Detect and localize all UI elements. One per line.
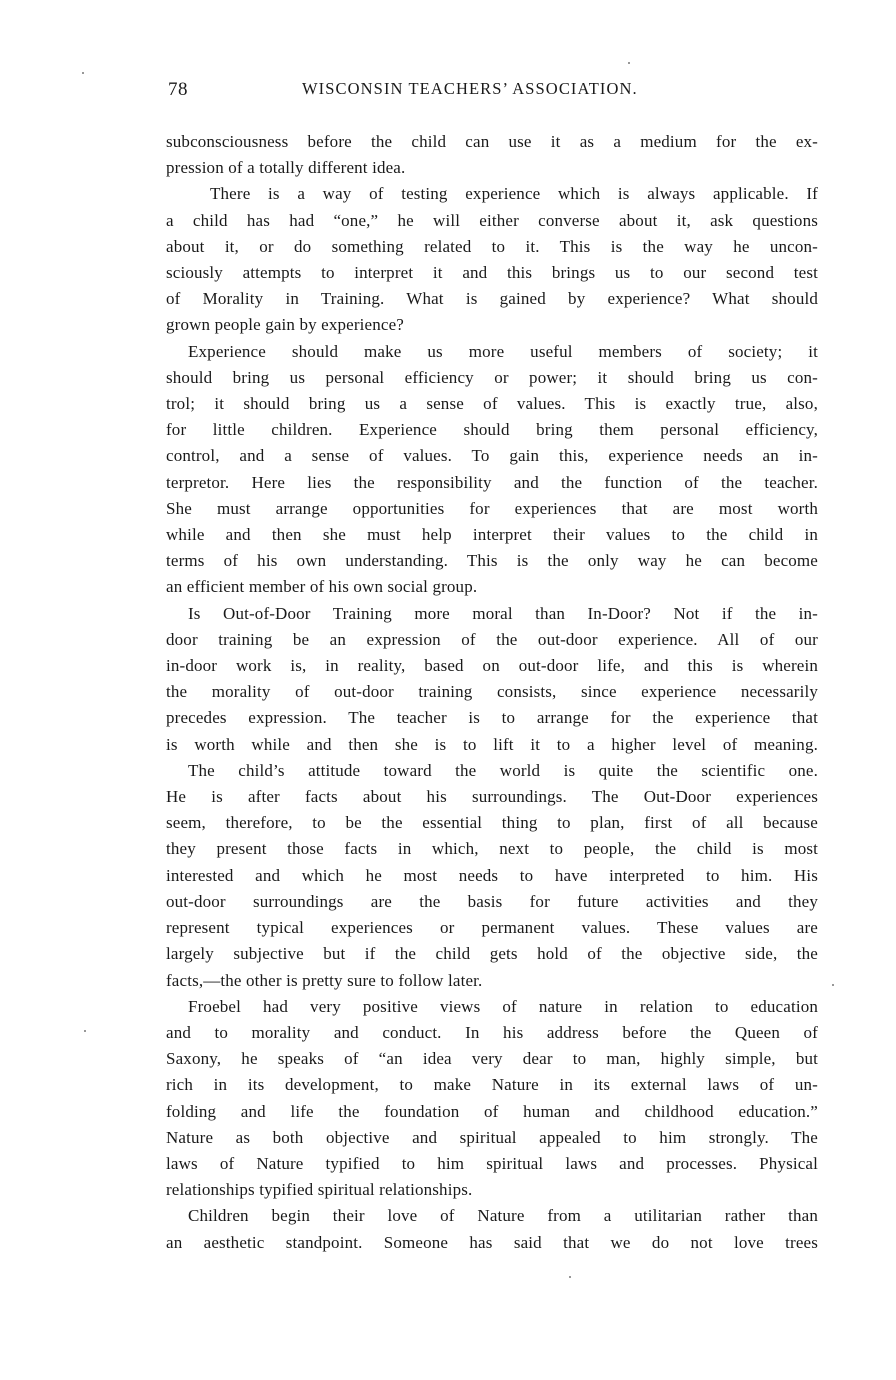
scan-speck — [82, 72, 84, 74]
text-line: about it, or do something related to it. This is the way he uncon- — [166, 236, 818, 256]
text-line: sciously attempts to interpret it and this brings us to our second test — [166, 263, 818, 283]
text-line: terpretor. Here lies the responsibility and the function of the teacher. — [166, 472, 818, 492]
paragraph-3 — [166, 339, 818, 601]
text-line: in-door work is, in reality, based on out-door life, and this is wherein — [166, 656, 818, 676]
paragraph-4 — [166, 601, 818, 758]
paragraph-7 — [166, 1203, 818, 1255]
text-line: The child’s attitude toward the world is quite the scientific one. — [188, 760, 818, 780]
paragraph-2 — [166, 181, 818, 338]
running-title: WISCONSIN TEACHERS’ ASSOCIATION. — [302, 79, 638, 98]
text-line: seem, therefore, to be the essential thing to plan, first of all because — [166, 813, 818, 833]
text-line: interested and which he most needs to have interpreted to him. His — [166, 865, 818, 885]
text-line: for little children. Experience should bring them personal efficiency, — [166, 420, 818, 440]
text-line: is worth while and then she is to lift it to a higher level of meaning. — [166, 734, 818, 754]
text-line: facts,—the other is pretty sure to follow later. — [166, 970, 483, 990]
text-line: control, and a sense of values. To gain this, experience needs an in- — [166, 446, 818, 466]
text-line: should bring us personal efficiency or power; it should bring us con- — [166, 367, 818, 387]
body-text — [166, 129, 818, 1256]
text-line: the morality of out-door training consists, since experience necessarily — [166, 682, 818, 702]
text-line: grown people gain by experience? — [166, 315, 404, 335]
text-line: rich in its development, to make Nature in its external laws of un- — [166, 1075, 818, 1095]
paragraph-1 — [166, 129, 818, 181]
text-line: and to morality and conduct. In his address before the Queen of — [166, 1022, 818, 1042]
page-number: 78 — [168, 79, 188, 100]
page-header — [166, 79, 818, 105]
text-line: folding and life the foundation of human and childhood education.” — [166, 1101, 818, 1121]
text-line: He is after facts about his surroundings. The Out-Door experiences — [166, 787, 818, 807]
text-line: door training be an expression of the out-door experience. All of our — [166, 629, 818, 649]
scan-speck — [569, 1276, 571, 1278]
text-line: Experience should make us more useful members of society; it — [188, 341, 818, 361]
text-line: out-door surroundings are the basis for future activities and they — [166, 891, 818, 911]
text-line: There is a way of testing experience which is always applicable. If — [210, 184, 818, 204]
text-line: represent typical experiences or permanent values. These values are — [166, 918, 818, 938]
text-line: laws of Nature typified to him spiritual laws and processes. Physical — [166, 1153, 818, 1173]
scan-speck — [628, 62, 630, 64]
text-line: they present those facts in which, next to people, the child is most — [166, 839, 818, 859]
text-line: pression of a totally different idea. — [166, 158, 406, 178]
text-line: relationships typified spiritual relationships. — [166, 1180, 473, 1200]
text-line: precedes expression. The teacher is to arrange for the experience that — [166, 708, 818, 728]
text-line: an aesthetic standpoint. Someone has said that we do not love trees — [166, 1232, 818, 1252]
text-line: terms of his own understanding. This is the only way he can become — [166, 551, 818, 571]
text-line: Is Out-of-Door Training more moral than In-Door? Not if the in- — [188, 603, 818, 623]
text-line: Children begin their love of Nature from a utilitarian rather than — [188, 1206, 818, 1226]
text-line: largely subjective but if the child gets hold of the objective side, the — [166, 944, 818, 964]
text-line: of Morality in Training. What is gained by experience? What should — [166, 289, 818, 309]
text-line: Froebel had very positive views of nature in relation to education — [188, 996, 818, 1016]
text-line: subconsciousness before the child can use it as a medium for the ex- — [166, 132, 818, 151]
text-line: trol; it should bring us a sense of values. This is exactly true, also, — [166, 394, 818, 414]
text-line: She must arrange opportunities for experiences that are most worth — [166, 498, 818, 518]
text-line: Nature as both objective and spiritual appealed to him strongly. The — [166, 1127, 818, 1147]
text-line: while and then she must help interpret their values to the child in — [166, 525, 818, 545]
text-line: a child has had “one,” he will either converse about it, ask questions — [166, 210, 818, 230]
paragraph-5 — [166, 758, 818, 994]
text-line: Saxony, he speaks of “an idea very dear to man, highly simple, but — [166, 1049, 818, 1069]
scan-speck — [84, 1030, 86, 1032]
paragraph-6 — [166, 994, 818, 1204]
scan-speck — [832, 984, 834, 986]
text-line: an efficient member of his own social group. — [166, 577, 478, 597]
